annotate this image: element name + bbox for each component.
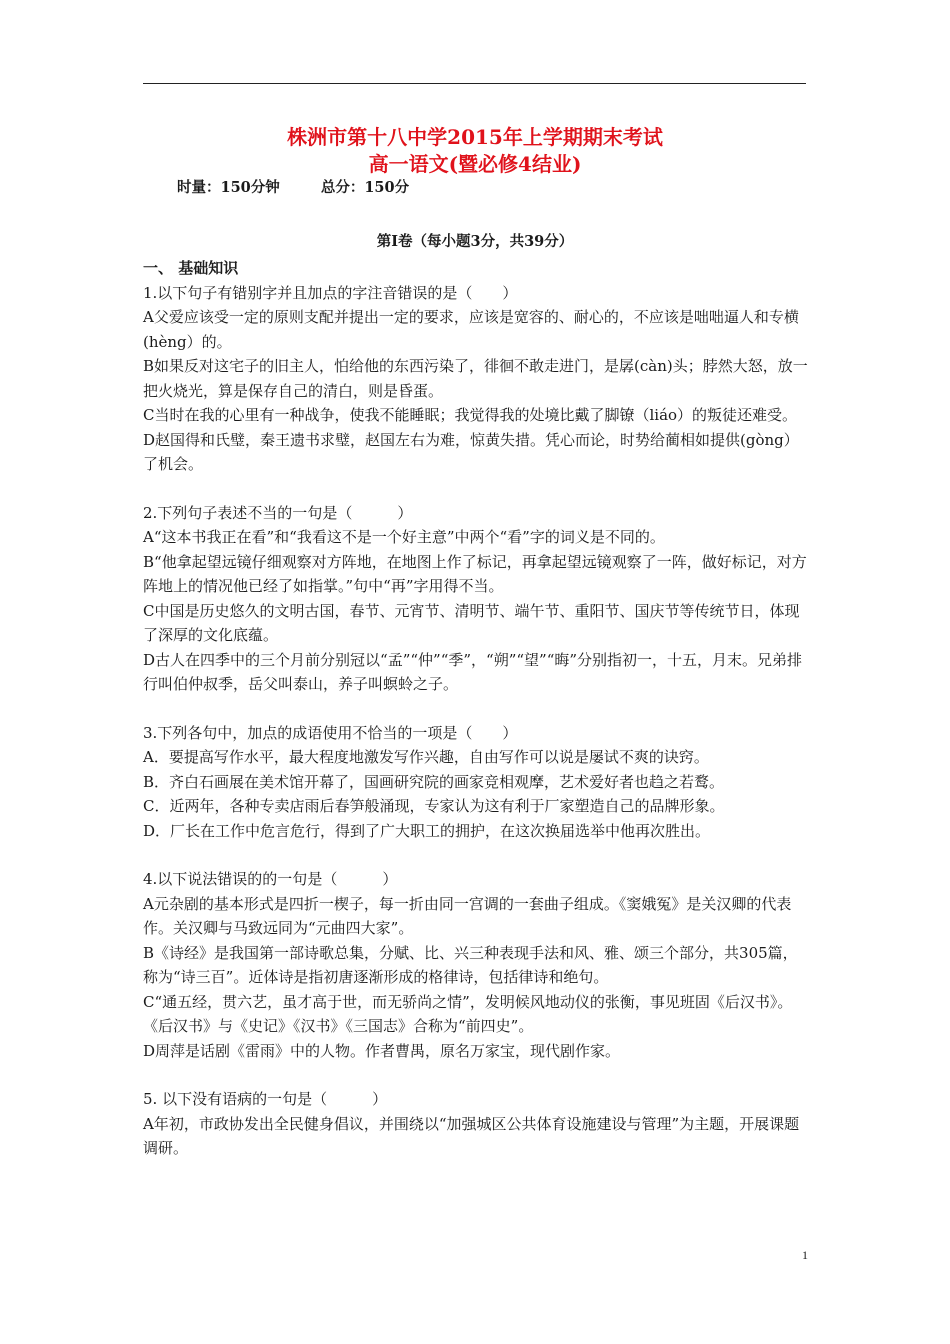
question-option: D周萍是话剧《雷雨》中的人物。作者曹禺，原名万家宝，现代剧作家。 <box>143 1041 621 1060</box>
question-stem: 5. 以下没有语病的一句是（ ） <box>143 1090 388 1108</box>
question-option: C当时在我的心里有一种战争，使我不能睡眠；我觉得我的处境比戴了脚镣（liáo）的叛徒还难受。 <box>143 406 798 424</box>
question-option: C“通五经，贯六艺，虽才高于世，而无骄尚之情”，发明候风地动仪的张衡，事见班固《后汉书》。《后汉书》与《史记》《汉书》《三国志》合称为“前四史”。 <box>143 992 793 1035</box>
total-score: 总分：150分 <box>320 179 410 196</box>
header-rule <box>143 83 806 84</box>
question-option: A．要提高写作水平，最大程度地激发写作兴趣，自由写作可以说是屡试不爽的诀窍。 <box>143 748 709 766</box>
question-option: A“这本书我正在看”和“我看这不是一个好主意”中两个“看”字的词义是不同的。 <box>143 528 665 546</box>
question-list <box>143 256 808 1161</box>
question-option: C．近两年，各种专卖店雨后春笋般涌现，专家认为这有利于厂家塑造自己的品牌形象。 <box>143 797 725 815</box>
section-title: 第Ⅰ卷（每小题3分，共39分） <box>376 233 574 250</box>
question-option: D古人在四季中的三个月前分别冠以“孟”“仲”“季”，“朔”“望”“晦”分别指初一，十五，月末。兄弟排行叫伯仲叔季，岳父叫泰山，养子叫螟蛉之子。 <box>143 650 803 693</box>
question-option: D．厂长在工作中危言危行，得到了广大职工的拥护，在这次换届选举中他再次胜出。 <box>143 821 711 840</box>
question-stem: 2.下列句子表述不当的一句是（ ） <box>143 503 413 522</box>
time-limit: 时量：150分钟 <box>177 179 280 196</box>
question-stem: 3.下列各句中，加点的成语使用不恰当的一项是（ ） <box>143 723 518 742</box>
question-option: B“他拿起望远镜仔细观察对方阵地，在地图上作了标记，再拿起望远镜观察了一阵，做好标记，对方阵地上的情况他已经了如指掌。”句中“再”字用得不当。 <box>143 552 807 595</box>
exam-subtitle: 高一语文(暨必修4结业) <box>368 152 582 176</box>
question-option: B《诗经》是我国第一部诗歌总集，分赋、比、兴三种表现手法和风、雅、颂三个部分，共305篇，称为“诗三百”。近体诗是指初唐逐渐形成的格律诗，包括律诗和绝句。 <box>143 943 798 986</box>
question-option: A年初，市政协发出全民健身倡议，并围绕以“加强城区公共体育设施建设与管理”为主题，开展课题调研。 <box>143 1114 800 1157</box>
exam-title: 株洲市第十八中学2015年上学期期末考试 <box>287 125 663 149</box>
part-heading: 一、 基础知识 <box>143 259 239 277</box>
exam-meta <box>177 176 445 197</box>
question-stem: 1.以下句子有错别字并且加点的字注音错误的是（ ） <box>143 283 518 302</box>
question-option: C中国是历史悠久的文明古国，春节、元宵节、清明节、端午节、重阳节、国庆节等传统节日，体现了深厚的文化底蕴。 <box>143 601 800 644</box>
question-option: B．齐白石画展在美术馆开幕了，国画研究院的画家竞相观摩，艺术爱好者也趋之若鹜。 <box>143 772 725 791</box>
question-option: B如果反对这宅子的旧主人，怕给他的东西污染了，徘徊不敢走进门，是孱(càn)头；脖然大怒，放一把火烧光，算是保存自己的清白，则是昏蛋。 <box>143 357 808 400</box>
question-option: D赵国得和氏璧，秦王遗书求璧，赵国左右为难，惊黄失措。凭心而论，时势给蔺相如提供(gòng）了机会。 <box>143 430 799 473</box>
question-option: A元杂剧的基本形式是四折一楔子，每一折由同一宫调的一套曲子组成。《窦娥冤》是关汉卿的代表作。关汉卿与马致远同为“元曲四大家”。 <box>143 894 792 937</box>
question-option: A父爱应该受一定的原则支配并提出一定的要求，应该是宽容的、耐心的，不应该是咄咄逼人和专横(hèng）的。 <box>143 308 799 351</box>
question-stem: 4.以下说法错误的的一句是（ ） <box>143 870 398 888</box>
page-number: 1 <box>802 1248 808 1262</box>
